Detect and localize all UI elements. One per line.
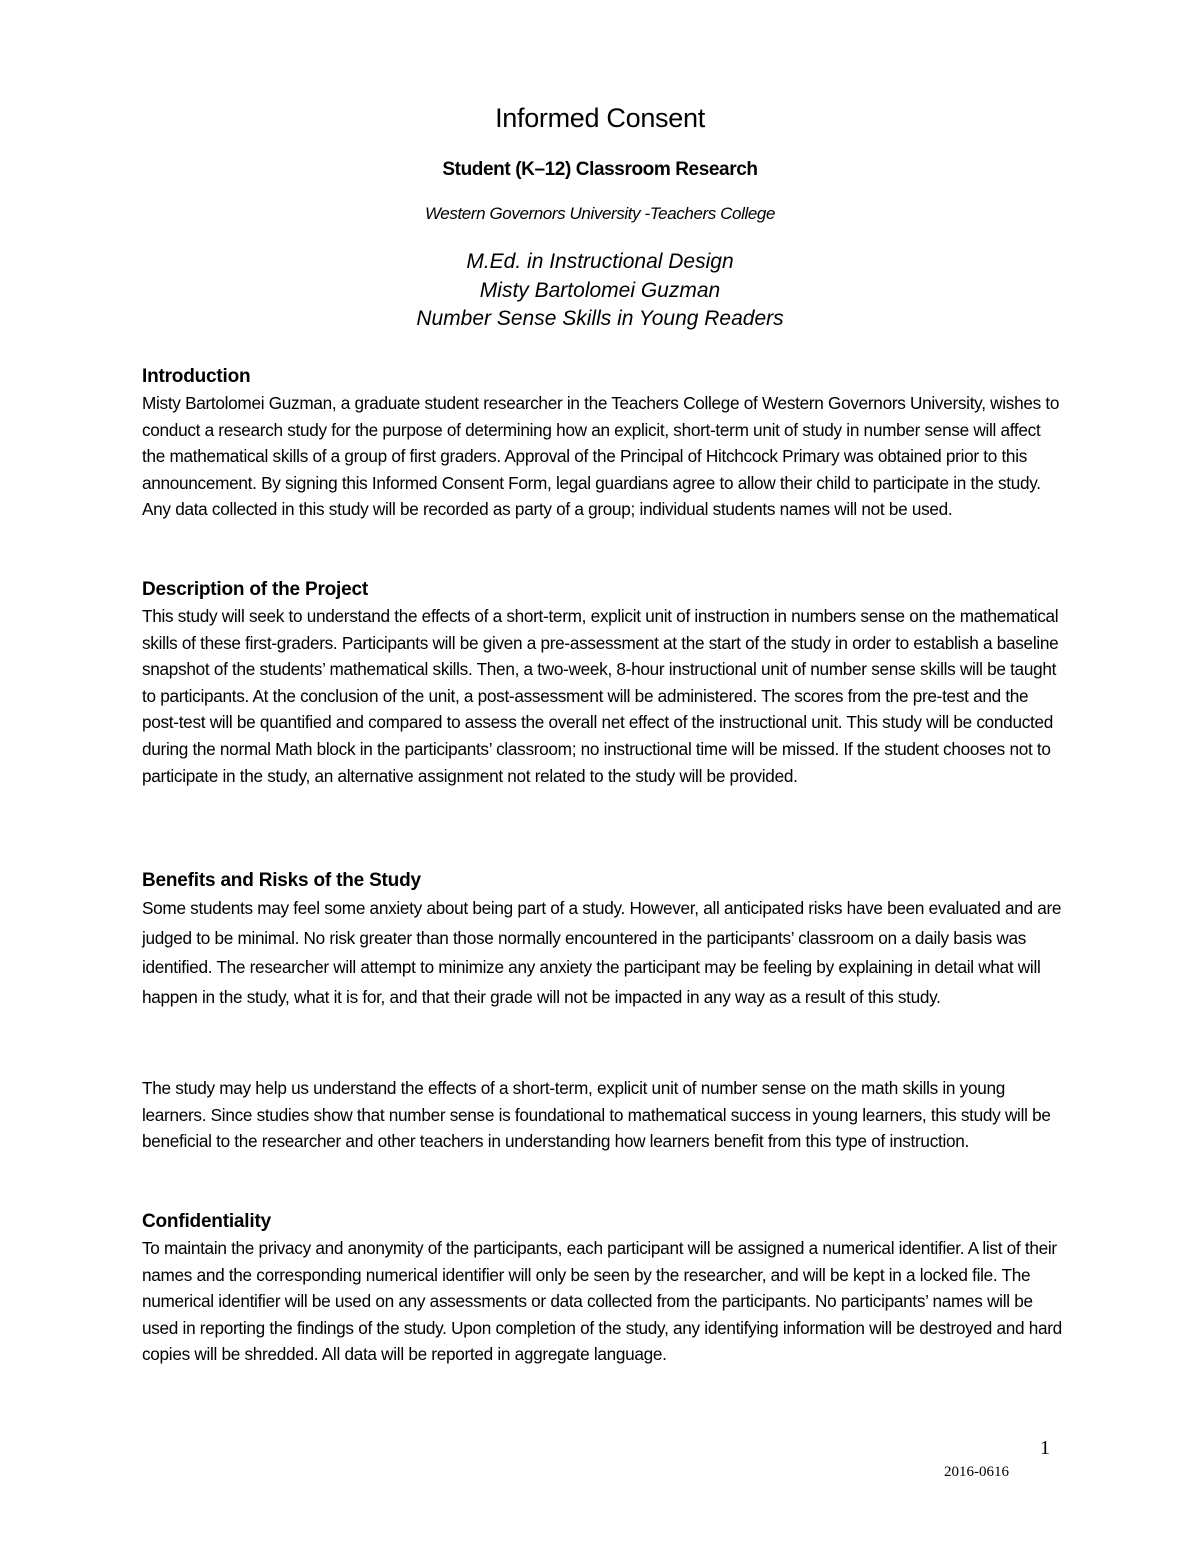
section-heading: Benefits and Risks of the Study bbox=[142, 870, 421, 891]
section-confidentiality bbox=[142, 1209, 1067, 1368]
study-title: Number Sense Skills in Young Readers bbox=[416, 307, 784, 330]
section-heading: Confidentiality bbox=[142, 1211, 271, 1232]
section-paragraph: Some students may feel some anxiety about being part of a study. However, all anticipated risks have been evaluated and are judged to be minimal. No risk greater than those normally encountered in the participants’ classroom on a daily basis was identified. The researcher will attempt to minimize any anxiety the participant may be feeling by explaining in detail what will happen in the study, what it is for, and that their grade will not be impacted in any way as a result of this study. bbox=[142, 898, 1062, 1007]
researcher-name: Misty Bartolomei Guzman bbox=[479, 278, 721, 302]
section-heading: Introduction bbox=[142, 366, 251, 387]
section-introduction bbox=[142, 364, 1067, 523]
section-paragraph: Misty Bartolomei Guzman, a graduate student researcher in the Teachers College of Western Governors University, wishes to conduct a research study for the purpose of determining how an explicit, short-term unit of study in number sense will affect the mathematical skills of a group of first graders. Approval of the Principal of Hitchcock Primary was obtained prior to this announcement. By signing this Informed Consent Form, legal guardians agree to allow their child to participate in the study. Any data collected in this study will be recorded as party of a group; individual students names will not be used. bbox=[142, 393, 1060, 520]
document-title: Informed Consent bbox=[495, 103, 705, 133]
section-description bbox=[142, 577, 1067, 789]
document-code: 2016-0616 bbox=[944, 1464, 1009, 1480]
section-paragraph: This study will seek to understand the effects of a short-term, explicit unit of instruction in numbers sense on the mathematical skills of these first-graders. Participants will be given a pre-assessment at the start of the study in order to establish a baseline snapshot of the students’ mathematical skills. Then, a two-week, 8-hour instructional unit of number sense skills will be taught to participants. At the conclusion of the unit, a post-assessment will be administered. The scores from the pre-test and the post-test will be quantified and compared to assess the overall net effect of the instructional unit. This study will be conducted during the normal Math block in the participants’ classroom; no instructional time will be missed. If the student chooses not to participate in the study, an alternative assignment not related to the study will be provided. bbox=[142, 606, 1059, 786]
section-benefits-continued bbox=[142, 1075, 1067, 1155]
program-name: M.Ed. in Instructional Design bbox=[466, 250, 734, 273]
section-benefits-risks bbox=[142, 868, 1067, 1012]
page-number: 1 bbox=[1040, 1437, 1050, 1459]
section-paragraph: To maintain the privacy and anonymity of the participants, each participant will be assigned a numerical identifier. A list of their names and the corresponding numerical identifier will only be seen by the researcher, and will be kept in a locked file. The numerical identifier will be used on any assessments or data collected from the participants. No participants’ names will be used in reporting the findings of the study. Upon completion of the study, any identifying information will be destroyed and hard copies will be shredded. All data will be reported in aggregate language. bbox=[142, 1238, 1062, 1365]
document-subtitle: Student (K–12) Classroom Research bbox=[442, 159, 758, 180]
section-paragraph: The study may help us understand the effects of a short-term, explicit unit of number sense on the math skills in young learners. Since studies show that number sense is foundational to mathematical success in young learners, this study will be beneficial to the researcher and other teachers in understanding how learners benefit from this type of instruction. bbox=[142, 1078, 1051, 1152]
institution-name: Western Governors University -Teachers College bbox=[424, 204, 776, 223]
study-info-block bbox=[0, 248, 1200, 334]
section-heading: Description of the Project bbox=[142, 579, 369, 600]
